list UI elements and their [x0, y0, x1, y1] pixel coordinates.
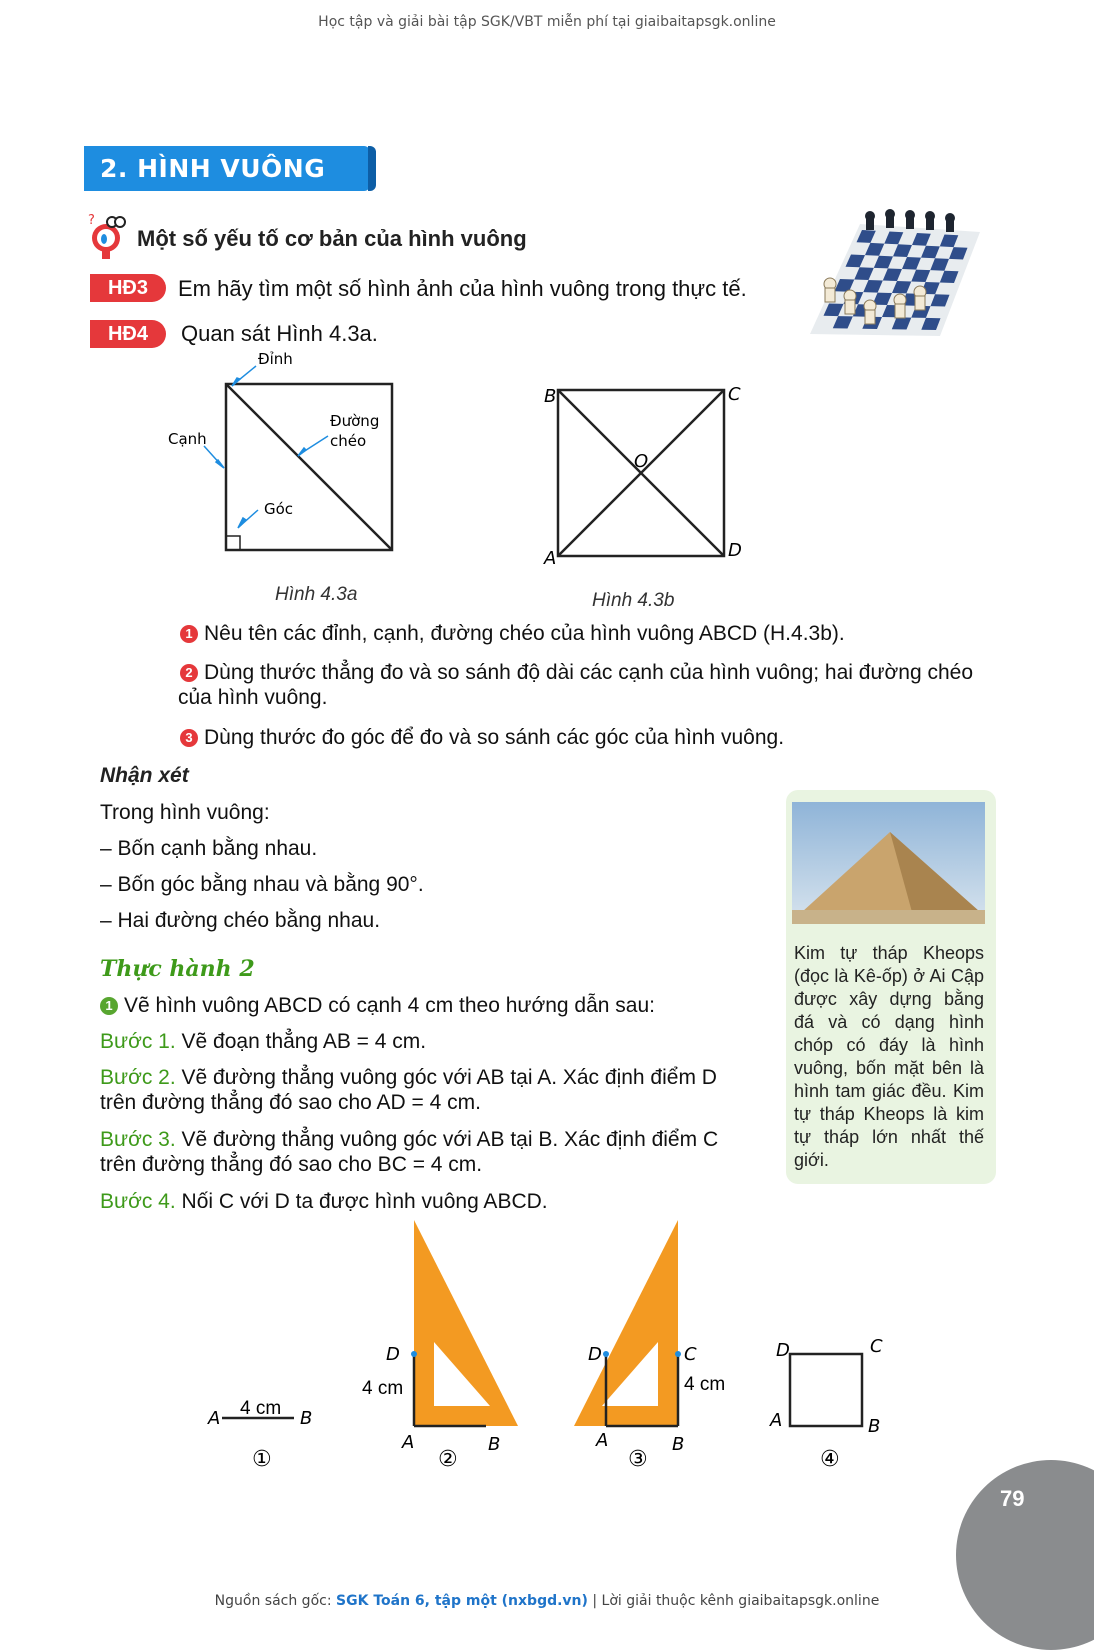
footer-prefix: Nguồn sách gốc:	[214, 1593, 337, 1609]
step-1	[100, 1030, 426, 1054]
label-o: O	[634, 451, 649, 472]
remark-intro: Trong hình vuông:	[100, 801, 270, 824]
step-2-text: Vẽ đường thẳng vuông góc với AB tại A. Xác định điểm D	[181, 1066, 717, 1089]
question-2	[180, 661, 973, 685]
figure-4-3a-caption: Hình 4.3a	[275, 584, 358, 605]
label-b: B	[544, 386, 557, 407]
question-3-text: Dùng thước đo góc để đo và so sánh các góc của hình vuông.	[204, 726, 785, 749]
s3-label-a: A	[596, 1430, 609, 1451]
label-d: D	[728, 540, 742, 561]
figure-4-3b-caption: Hình 4.3b	[592, 590, 675, 611]
page-number-badge	[956, 1460, 1094, 1650]
practice-title: Thực hành 2	[100, 956, 255, 982]
s3-label-c: C	[684, 1344, 697, 1365]
step-2	[100, 1066, 717, 1090]
question-2-text: Dùng thước thẳng đo và so sánh độ dài các cạnh của hình vuông; hai đường chéo	[204, 661, 974, 684]
s2-length: 4 cm	[362, 1378, 404, 1399]
section-banner	[84, 146, 370, 191]
step-3-label: Bước 3.	[100, 1128, 176, 1151]
step-4-label: Bước 4.	[100, 1190, 176, 1213]
final-square	[790, 1354, 862, 1426]
chessboard-image	[790, 204, 986, 340]
question-3	[180, 726, 784, 750]
practice-task-text: Vẽ hình vuông ABCD có cạnh 4 cm theo hướng dẫn sau:	[124, 994, 655, 1017]
svg-text:?: ?	[88, 213, 95, 228]
construction-steps-figure	[200, 1220, 900, 1470]
step-4-text: Nối C với D ta được hình vuông ABCD.	[181, 1190, 548, 1213]
s4-label-a: A	[770, 1410, 783, 1431]
hd4-tag: HĐ4	[90, 320, 166, 348]
question-2-number: 2	[180, 664, 198, 682]
s3-length: 4 cm	[684, 1374, 726, 1395]
label-a: A	[544, 548, 557, 569]
label-dinh: Đỉnh	[258, 350, 293, 368]
step-4	[100, 1190, 548, 1214]
step-3-continued: trên đường thẳng đó sao cho BC = 4 cm.	[100, 1153, 483, 1176]
figure-4-3a	[160, 350, 410, 570]
s2-label-d: D	[386, 1344, 400, 1365]
label-duong: Đường	[330, 412, 380, 430]
s3-label-b: B	[672, 1434, 685, 1455]
top-note: Học tập và giải bài tập SGK/VBT miễn phí tại giaibaitapsgk.online	[318, 14, 776, 30]
practice-task	[100, 994, 655, 1018]
s3-number: ③	[628, 1447, 648, 1470]
remark-item: – Bốn góc bằng nhau và bằng 90°.	[100, 873, 424, 896]
banner-edge	[368, 146, 376, 191]
s4-label-d: D	[776, 1340, 790, 1361]
step-3-text: Vẽ đường thẳng vuông góc với AB tại B. Xác định điểm C	[181, 1128, 719, 1151]
label-cheo: chéo	[330, 432, 367, 450]
s4-label-b: B	[868, 1416, 881, 1437]
s1-label-a: A	[208, 1408, 221, 1429]
footer-suffix: | Lời giải thuộc kênh giaibaitapsgk.online	[587, 1593, 880, 1609]
hd3-text: Em hãy tìm một số hình ảnh của hình vuông trong thực tế.	[178, 276, 747, 301]
question-1	[180, 622, 845, 646]
question-1-text: Nêu tên các đỉnh, cạnh, đường chéo của hình vuông ABCD (H.4.3b).	[204, 622, 845, 645]
s1-number: ①	[252, 1447, 272, 1470]
step-2-label: Bước 2.	[100, 1066, 176, 1089]
hd3-tag: HĐ3	[90, 274, 166, 302]
magnifier-icon	[84, 210, 134, 260]
s3-label-d: D	[588, 1344, 602, 1365]
step-3	[100, 1128, 718, 1152]
hd4-text: Quan sát Hình 4.3a.	[181, 321, 378, 346]
remark-item: – Hai đường chéo bằng nhau.	[100, 909, 381, 932]
s2-number: ②	[438, 1447, 458, 1470]
s4-number: ④	[820, 1447, 840, 1470]
pyramid-image	[792, 802, 985, 924]
question-3-number: 3	[180, 729, 198, 747]
s4-label-c: C	[870, 1336, 883, 1357]
side-note-text: Kim tự tháp Kheops (đọc là Kê-ốp) ở Ai Cập được xây dựng bằng đá và có dạng hình chóp có đáy là hình vuông, bốn mặt bên là hình tam giác đều. Kim tự tháp Kheops là kim tự tháp lớn nhất thế giới.	[794, 943, 984, 1170]
label-canh: Cạnh	[168, 430, 207, 448]
subsection-title: Một số yếu tố cơ bản của hình vuông	[137, 226, 527, 251]
s1-length: 4 cm	[240, 1398, 282, 1419]
page-number: 79	[1000, 1486, 1025, 1511]
remark-item: – Bốn cạnh bằng nhau.	[100, 837, 318, 860]
step-2-continued: trên đường thẳng đó sao cho AD = 4 cm.	[100, 1091, 481, 1114]
section-title: 2. HÌNH VUÔNG	[100, 154, 326, 183]
question-1-number: 1	[180, 625, 198, 643]
label-goc: Góc	[264, 500, 294, 518]
s2-label-a: A	[402, 1432, 415, 1453]
question-2-continued: của hình vuông.	[178, 686, 328, 709]
s1-label-b: B	[300, 1408, 313, 1429]
label-c: C	[728, 384, 741, 405]
step-1-text: Vẽ đoạn thẳng AB = 4 cm.	[181, 1030, 427, 1053]
practice-task-number: 1	[100, 997, 118, 1015]
footer-book-link[interactable]: SGK Toán 6, tập một (nxbgd.vn)	[336, 1593, 588, 1609]
remark-title: Nhận xét	[100, 764, 189, 787]
step-1-label: Bước 1.	[100, 1030, 176, 1053]
s2-label-b: B	[488, 1434, 501, 1455]
figure-4-3b	[536, 380, 756, 570]
footer	[0, 1593, 1094, 1609]
